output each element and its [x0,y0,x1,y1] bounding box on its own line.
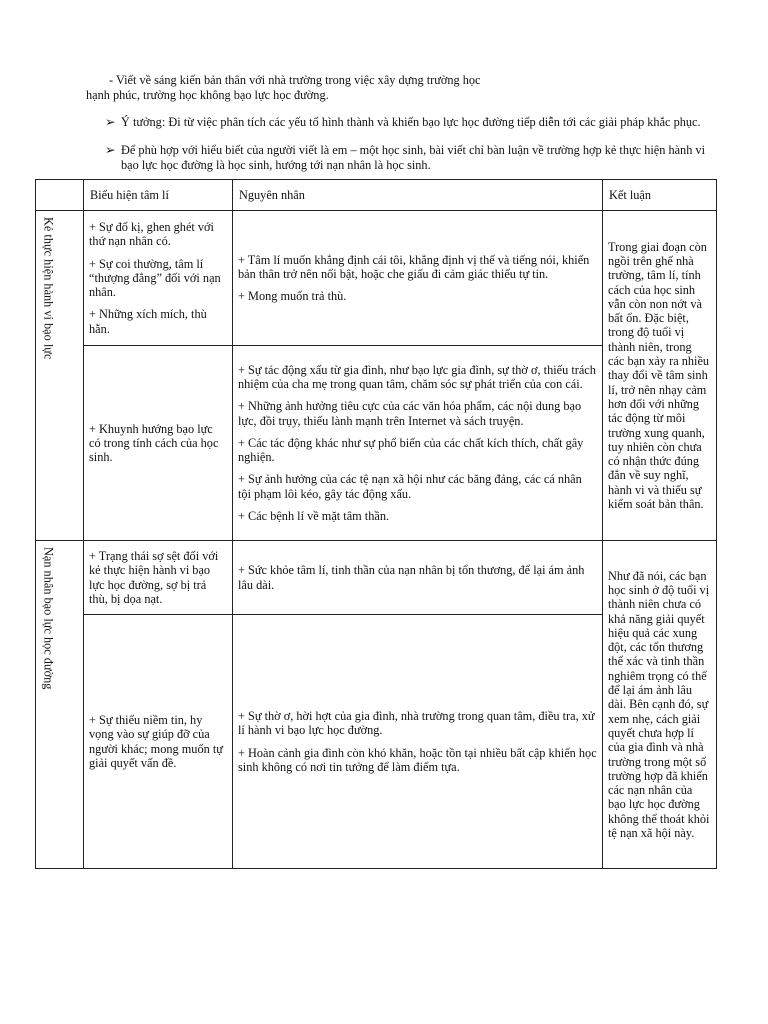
arrow-bullet-icon: ➢ [105,143,116,157]
cause-item: + Mong muốn trả thù. [238,289,347,304]
bullet-idea [105,115,705,130]
cause-item: + Các bệnh lí về mặt tâm thần. [238,509,390,524]
group-label-cell [36,541,84,869]
cause-item: + Sự thờ ơ, hời hợt của gia đình, nhà trường trong quan tâm, điều tra, xử lí hành vi bạo lực học đường. [238,708,595,738]
cause-item: + Hoàn cảnh gia đình còn khó khăn, hoặc tồn tại nhiều bất cập khiến học sinh không có nơi tin tưởng để làm điểm tựa. [238,745,597,774]
header-empty-cell [36,180,84,211]
expression-item: + Sự coi thường, tâm lí “thượng đẳng” đối với nạn nhân. [89,256,221,300]
cause-item: + Sự tác động xấu từ gia đình, như bạo lực gia đình, sự thờ ơ, thiếu trách nhiệm của cha mẹ trong quan tâm, chăm sóc sự phát triển của con cái. [238,362,596,391]
table-header-row [36,180,717,211]
cause-item: + Sức khỏe tâm lí, tinh thần của nạn nhân bị tổn thương, để lại ám ảnh lâu dài. [238,563,585,592]
cause-cell [233,541,603,615]
conclusion-cell: Trong giai đoạn còn ngồi trên ghế nhà trường, tâm lí, tính cách của học sinh vẫn còn non nớt và bất ổn. Đặc biệt, trong độ tuổi vị thành niên, trong các bạn xảy ra nhiều thay đổi về tâm sinh lí, trở nên nhạy cảm hơn đối với những tác động từ môi trường xung quanh, tuy nhiên còn chưa có nhận thức đúng đắn về suy nghĩ, hành vi và thiếu sự kiểm soát bản thân. [603,211,717,541]
group-label-victim: Nạn nhân bạo lực học đường [41,547,56,690]
arrow-bullet-icon: ➢ [105,115,116,129]
bullet-text: Ý tưởng: Đi từ việc phân tích các yếu tố hình thành và khiến bạo lực học đường tiếp diễn tới các giải pháp khắc phục. [121,115,701,129]
analysis-table [35,179,717,869]
table-row [36,211,717,346]
intro-line-2: hạnh phúc, trường học không bạo lực học đường. [86,88,329,102]
cause-cell [233,346,603,541]
expression-cell [84,541,233,615]
group-label-cell [36,211,84,541]
expression-item: + Sự thiếu niềm tin, hy vọng vào sự giúp đỡ của người khác; mong muốn tự giải quyết vấn đề. [89,712,223,770]
expression-item: + Trạng thái sợ sệt đối với kẻ thực hiện hành vi bạo lực học đường, sợ bị trả thù, bị dọa nạt. [89,548,219,606]
conclusion-cell: Như đã nói, các bạn học sinh ở độ tuổi vị thành niên chưa có khả năng giải quyết hiệu quả các xung đột, các tổn thương thể xác và tinh thần nghiêm trọng có thể để lại ám ảnh lâu dài. Bên cạnh đó, sự xem nhẹ, cách giải quyết chưa hợp lí của gia đình và nhà trường trong một số trường hợp đã khiến các nạn nhân của bạo lực học đường không thể thoát khỏi tệ nạn xã hội này. [603,541,717,869]
bullet-text: Để phù hợp với hiểu biết của người viết là em – một học sinh, bài viết chỉ bàn luận về trường hợp kẻ thực hiện hành vi bạo lực học đường là học sinh, hướng tới nạn nhân là học sinh. [121,143,705,172]
expression-cell [84,615,233,869]
cause-cell [233,211,603,346]
intro-line-1: - Viết về sáng kiến bản thân với nhà trường trong việc xây dựng trường học [109,73,481,87]
cause-item: + Các tác động khác như sự phổ biến của các chất kích thích, chất gây nghiện. [238,435,584,465]
expression-item: + Sự đố kị, ghen ghét với thứ nạn nhân có. [89,219,214,249]
table-row [36,541,717,615]
expression-item: + Khuynh hướng bạo lực có trong tính cách của học sinh. [89,421,219,465]
expression-cell [84,211,233,346]
cause-cell [233,615,603,869]
cause-item: + Tâm lí muốn khẳng định cái tôi, khẳng định vị thế và tiếng nói, khiến bản thân trở nên nổi bật, hoặc che giấu đi cảm giác thiếu tự tin. [238,252,590,281]
expression-cell [84,346,233,541]
expression-item: + Những xích mích, thù hằn. [89,307,207,336]
cause-item: + Sự ảnh hưởng của các tệ nạn xã hội như các băng đảng, các cá nhân tội phạm lôi kéo, gây tác động xấu. [238,472,582,501]
bullet-scope [105,143,705,172]
header-conclusion: Kết luận [603,180,717,211]
header-expression: Biểu hiện tâm lí [84,180,233,211]
cause-item: + Những ảnh hưởng tiêu cực của các văn hóa phẩm, các nội dung bạo lực, đồi trụy, thiếu lành mạnh trên Internet và sách truyện. [238,399,582,428]
header-cause: Nguyên nhân [233,180,603,211]
group-label-perpetrator: Kẻ thực hiện hành vi bạo lực [41,217,56,360]
